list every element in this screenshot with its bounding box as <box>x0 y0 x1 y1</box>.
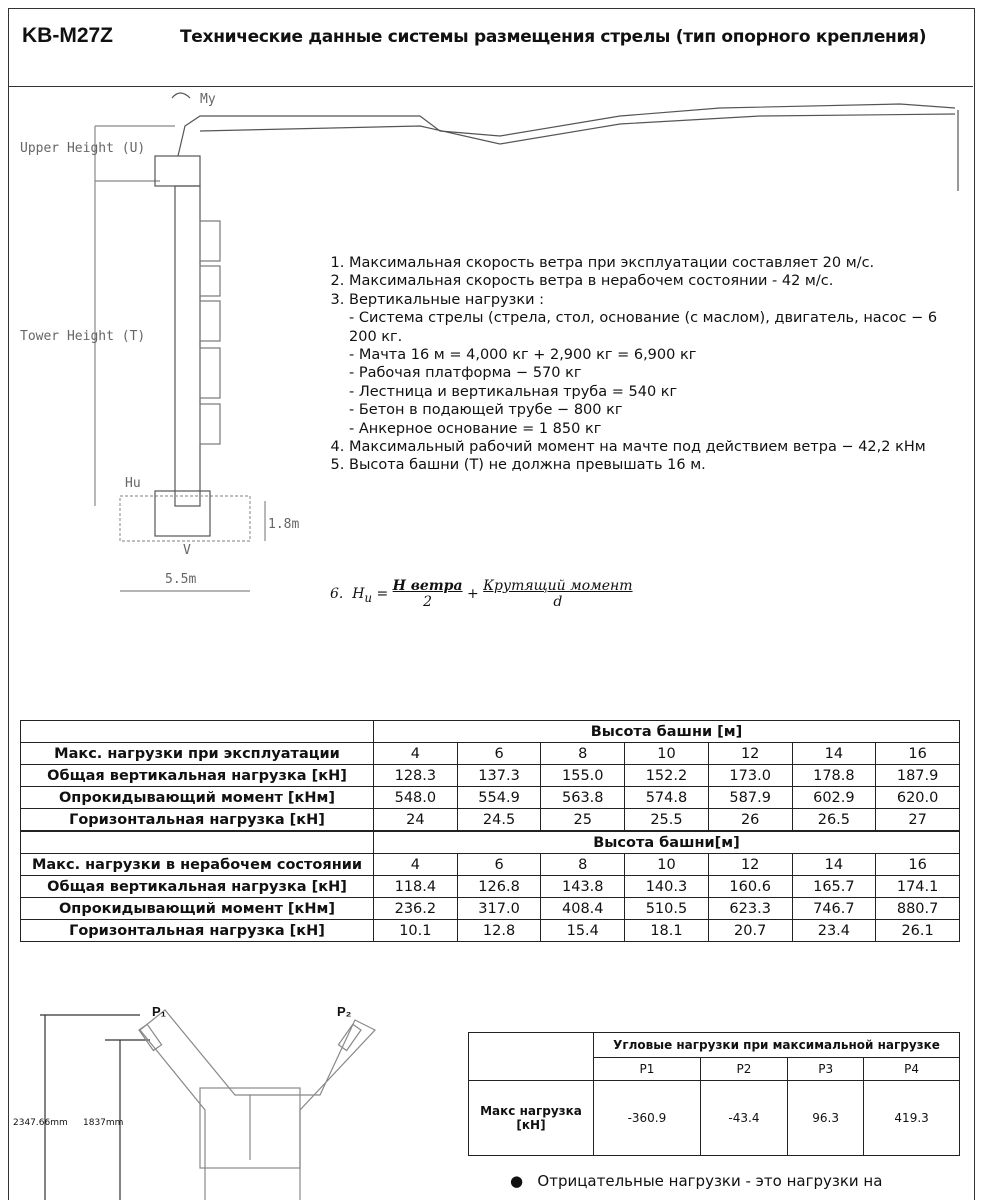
table-cell: Общая вертикальная нагрузка [кН] <box>21 876 374 898</box>
heights-row <box>21 854 960 876</box>
table-cell: 15.4 <box>541 920 625 942</box>
table-cell: 10.1 <box>374 920 458 942</box>
note: 1. Максимальная скорость ветра при эксплуатации составляет 20 м/с. <box>349 254 955 272</box>
table-cell: 173.0 <box>708 765 792 787</box>
table-cell: 140.3 <box>625 876 709 898</box>
table-cell: Макс. нагрузки при эксплуатации <box>21 743 374 765</box>
table-cell: 14 <box>792 854 876 876</box>
table-cell: 18.1 <box>625 920 709 942</box>
note-bullet: ● Отрицательные нагрузки - это нагрузки на <box>510 1172 883 1190</box>
table-cell: 317.0 <box>457 898 541 920</box>
table-cell: 126.8 <box>457 876 541 898</box>
table-row <box>21 898 960 920</box>
base-plan-drawing <box>20 1000 450 1200</box>
table-cell: 12.8 <box>457 920 541 942</box>
table-cell: 25.5 <box>625 809 709 832</box>
table-cell: 587.9 <box>708 787 792 809</box>
table-cell: 623.3 <box>708 898 792 920</box>
note: 2. Максимальная скорость ветра в нерабочем состоянии - 42 м/с. <box>349 272 955 290</box>
table-cell: 24.5 <box>457 809 541 832</box>
table-cell: 27 <box>876 809 960 832</box>
page-title: Технические данные системы размещения стрелы (тип опорного крепления) <box>180 27 927 47</box>
note: 3. Вертикальные нагрузки : - Система стрелы (стрела, стол, основание (с маслом), двигатель, насос − 6 200 кг. - Мачта 16 м = 4,000 кг + 2,900 кг = 6,900 кг - Рабочая платформа − 570 кг - Лестница и вертикальная труба = 540 кг - Бетон в подающей трубе − 800 кг - Анкерное основание = 1 850 кг <box>349 291 955 438</box>
table-row <box>21 787 960 809</box>
table-row <box>21 876 960 898</box>
notes-list <box>325 254 955 475</box>
table-row <box>21 809 960 832</box>
table-cell: 26.1 <box>876 920 960 942</box>
table-cell: 26.5 <box>792 809 876 832</box>
table-cell: 880.7 <box>876 898 960 920</box>
tower-height-label: Tower Height (T) <box>20 329 146 344</box>
p2-label: P₂ <box>337 1004 352 1019</box>
table-cell: 118.4 <box>374 876 458 898</box>
table-cell: 4 <box>374 854 458 876</box>
loads-table <box>20 720 960 942</box>
table-cell: 155.0 <box>541 765 625 787</box>
table-cell: 8 <box>541 743 625 765</box>
table-cell: 152.2 <box>625 765 709 787</box>
group-header-row <box>21 721 960 743</box>
table-cell: Высота башни [м] <box>374 721 960 743</box>
table-row <box>21 920 960 942</box>
table-cell: 23.4 <box>792 920 876 942</box>
table-cell: 26 <box>708 809 792 832</box>
table-cell: 6 <box>457 854 541 876</box>
table-cell: 128.3 <box>374 765 458 787</box>
table-cell: 165.7 <box>792 876 876 898</box>
corner-loads-table: Угловые нагрузки при максимальной нагрузке P1 P2 P3 P4 Макс нагрузка [кН] -360.9 -43.4 96.3 419.3 <box>468 1032 960 1156</box>
heights-row <box>21 743 960 765</box>
table-cell: Высота башни[м] <box>374 831 960 854</box>
dim-inner: 1837mm <box>83 1118 124 1128</box>
table-cell: 10 <box>625 743 709 765</box>
v-label: V <box>183 543 191 558</box>
table-cell: 24 <box>374 809 458 832</box>
dim-outer: 2347.66mm <box>13 1118 68 1128</box>
table-cell <box>21 721 374 743</box>
model-name: KB-M27Z <box>22 24 114 47</box>
header <box>8 8 973 87</box>
table-cell: Горизонтальная нагрузка [кН] <box>21 809 374 832</box>
moment-label: My <box>200 92 216 107</box>
table-cell: 12 <box>708 854 792 876</box>
table-cell: 563.8 <box>541 787 625 809</box>
table-cell: 187.9 <box>876 765 960 787</box>
base-height-label: 1.8m <box>268 517 300 532</box>
table-cell: 602.9 <box>792 787 876 809</box>
table-cell: 174.1 <box>876 876 960 898</box>
p1-label: P₁ <box>152 1004 167 1019</box>
table-cell: Общая вертикальная нагрузка [кН] <box>21 765 374 787</box>
hu-formula: 6. $H_u = H$ ветра 2 + Крутящий момент d <box>330 578 633 610</box>
table-cell: 20.7 <box>708 920 792 942</box>
table-cell: 178.8 <box>792 765 876 787</box>
table-cell: 510.5 <box>625 898 709 920</box>
upper-height-label: Upper Height (U) <box>20 141 146 156</box>
table-cell: 574.8 <box>625 787 709 809</box>
table-cell: Горизонтальная нагрузка [кН] <box>21 920 374 942</box>
table-cell: 137.3 <box>457 765 541 787</box>
table-cell: 160.6 <box>708 876 792 898</box>
table-cell: 25 <box>541 809 625 832</box>
note: 5. Высота башни (T) не должна превышать 16 м. <box>349 456 955 474</box>
hu-label: Hu <box>125 476 141 491</box>
table-cell: 10 <box>625 854 709 876</box>
table-cell: 620.0 <box>876 787 960 809</box>
note: 4. Максимальный рабочий момент на мачте под действием ветра − 42,2 кНм <box>349 438 955 456</box>
group-header-row <box>21 831 960 854</box>
table-cell: 16 <box>876 854 960 876</box>
table-cell: Макс. нагрузки в нерабочем состоянии <box>21 854 374 876</box>
table-cell: 8 <box>541 854 625 876</box>
table-cell: 12 <box>708 743 792 765</box>
table-cell: 548.0 <box>374 787 458 809</box>
base-width-label: 5.5m <box>165 572 197 587</box>
table-cell <box>21 831 374 854</box>
table-cell: 143.8 <box>541 876 625 898</box>
table-cell: 4 <box>374 743 458 765</box>
table-cell: 746.7 <box>792 898 876 920</box>
table-cell: 408.4 <box>541 898 625 920</box>
table-cell: 554.9 <box>457 787 541 809</box>
table-row <box>21 765 960 787</box>
table-cell: Опрокидывающий момент [кНм] <box>21 898 374 920</box>
table-cell: 6 <box>457 743 541 765</box>
table-cell: 16 <box>876 743 960 765</box>
table-cell: Опрокидывающий момент [кНм] <box>21 787 374 809</box>
table-cell: 14 <box>792 743 876 765</box>
table-cell: 236.2 <box>374 898 458 920</box>
